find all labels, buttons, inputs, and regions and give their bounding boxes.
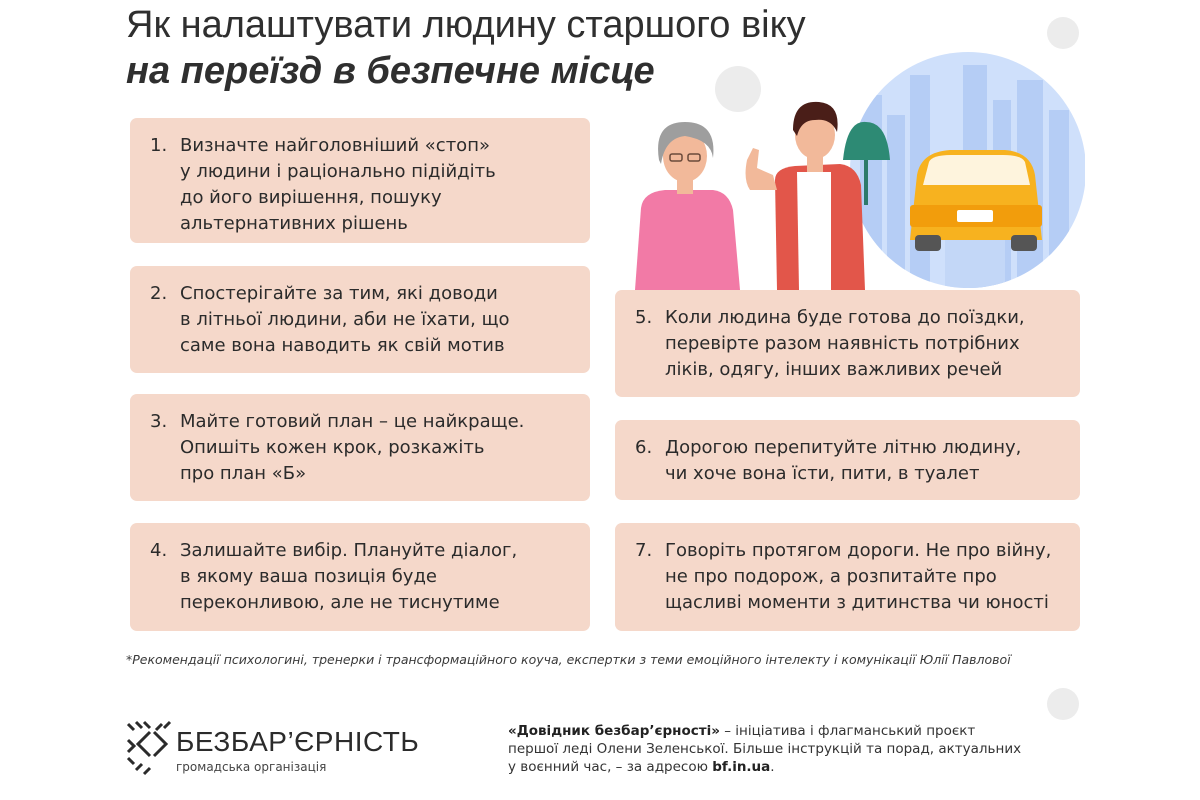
- tip-text: Говоріть протягом дороги. Не про війну, не про подорож, а розпитайте про щасливі моменти з дитинства чи юності: [665, 540, 1052, 613]
- tip-number: 3.: [150, 411, 168, 432]
- info-line-1: – ініціатива і флагманський проєкт: [719, 723, 976, 739]
- tip-text: Майте готовий план – це найкраще. Опишіть кожен крок, розкажіть про план «Б»: [180, 411, 525, 484]
- tip-text: Коли людина буде готова до поїздки, перевірте разом наявність потрібних ліків, одягу, інших важливих речей: [665, 307, 1025, 380]
- website-link[interactable]: bf.in.ua: [712, 759, 771, 775]
- tip-number: 4.: [150, 540, 168, 561]
- tip-number: 5.: [635, 307, 653, 328]
- title-line-1: Як налаштувати людину старшого віку: [126, 4, 806, 46]
- decor-dot-bottom-right: [1047, 688, 1079, 720]
- tip-card-3: [130, 394, 590, 501]
- tip-number: 2.: [150, 283, 168, 304]
- tip-text: Визначте найголовніший «стоп» у людини і раціонально підійдіть до його вирішення, пошуку альтернативних рішень: [180, 135, 496, 234]
- tip-number: 7.: [635, 540, 653, 561]
- taxi-car-icon: [910, 150, 1042, 251]
- info-end: .: [770, 759, 775, 775]
- illustration: [625, 40, 1085, 300]
- tip-text: Залишайте вибір. Плануйте діалог, в якому ваша позиція буде переконливою, але не тиснутиме: [180, 540, 518, 613]
- tip-card-1: [130, 118, 590, 243]
- initiative-name: «Довідник безбар’єрності»: [508, 723, 720, 739]
- tip-text: Дорогою перепитуйте літню людину, чи хоче вона їсти, пити, в туалет: [665, 437, 1022, 484]
- tip-number: 6.: [635, 437, 653, 458]
- tip-text: Спостерігайте за тим, які доводи в літньої людини, аби не їхати, що саме вона наводить як свій мотив: [180, 283, 510, 356]
- elderly-woman-icon: [635, 122, 740, 290]
- footnote: *Рекомендації психологині, тренерки і трансформаційного коуча, експертки з теми емоційного інтелекту і комунікації Юлії Павлової: [126, 652, 1011, 667]
- info-line-2: першої леді Олени Зеленської. Більше інструкцій та порад, актуальних: [508, 741, 1022, 757]
- info-line-3: у воєнний час, – за адресою: [508, 759, 713, 775]
- tip-card-4: [130, 523, 590, 631]
- organization-logo-icon: [124, 718, 184, 778]
- tip-card-7: [615, 523, 1080, 631]
- tip-card-5: [615, 290, 1080, 397]
- brand-subtitle: громадська організація: [176, 760, 327, 774]
- tip-card-2: [130, 266, 590, 373]
- young-man-icon: [746, 102, 865, 290]
- brand-name: БЕЗБАР’ЄРНІСТЬ: [176, 726, 420, 757]
- tip-card-6: [615, 420, 1080, 500]
- initiative-info: [508, 722, 1068, 776]
- title-line-2: на переїзд в безпечне місце: [126, 50, 655, 92]
- tip-number: 1.: [150, 135, 168, 156]
